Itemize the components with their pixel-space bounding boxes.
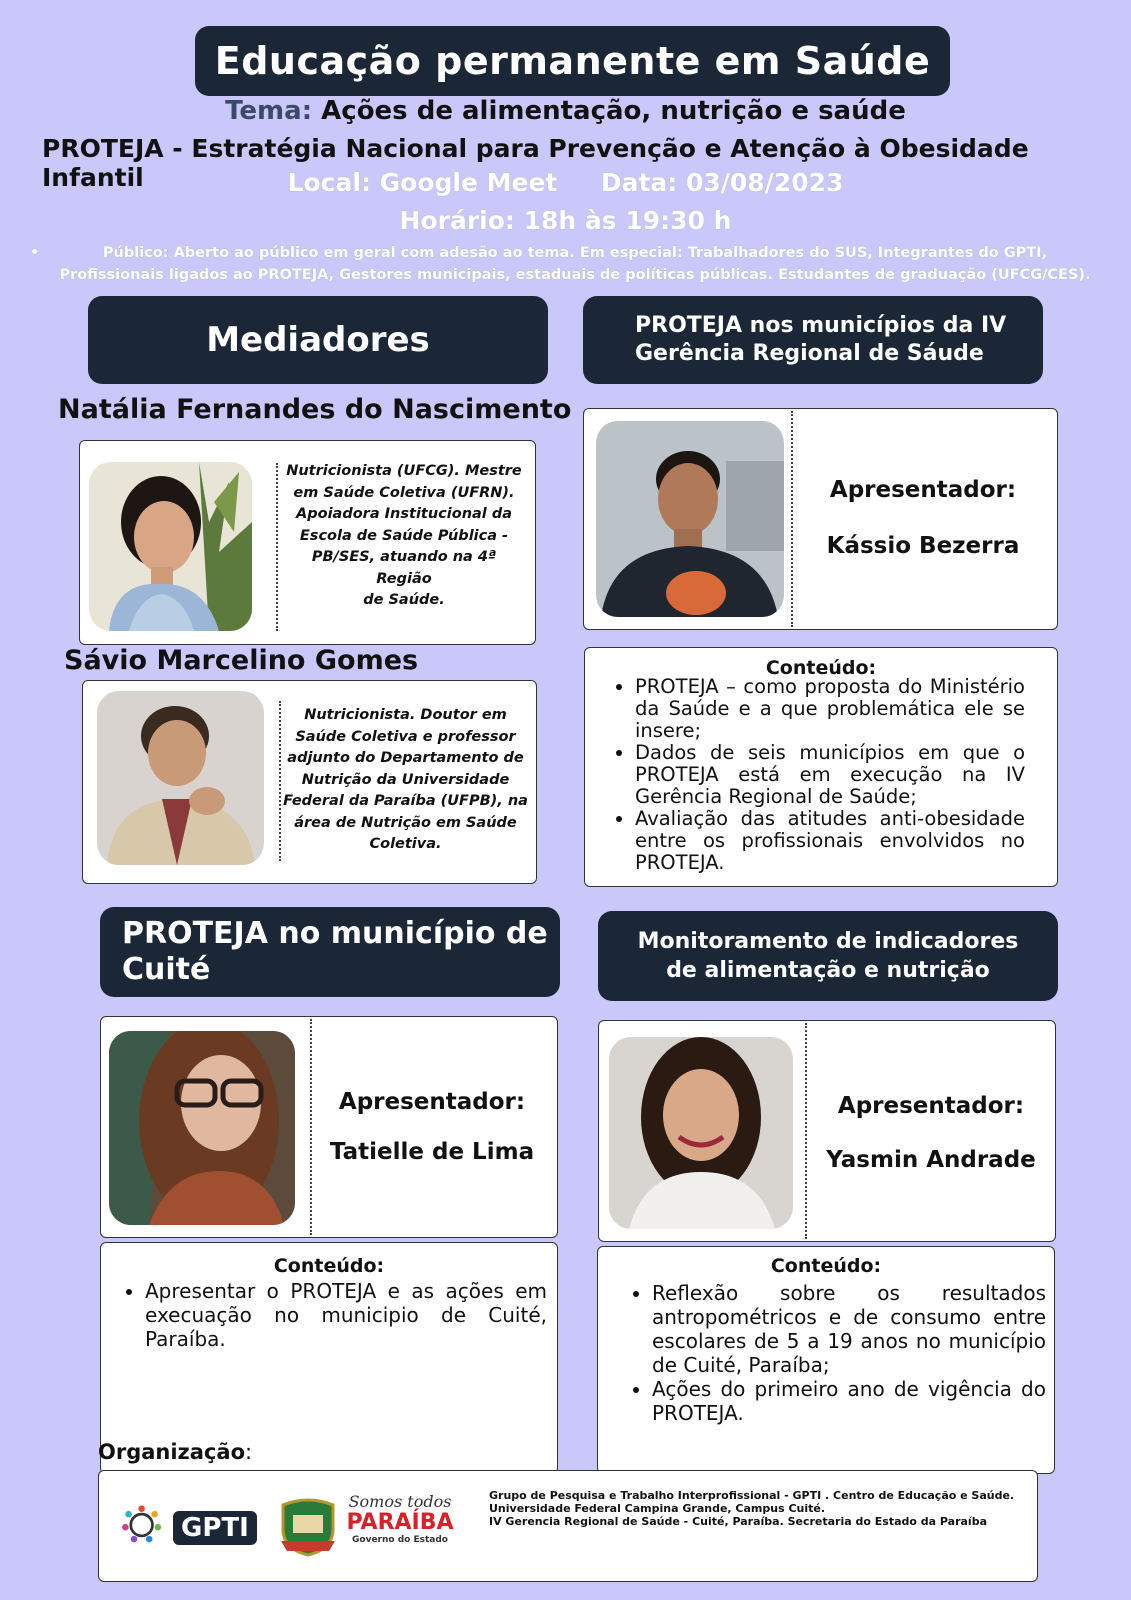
presenter-photo-yasmin [609, 1037, 793, 1229]
date-text: Data: 03/08/2023 [600, 168, 844, 197]
divider-line [805, 1023, 807, 1239]
cuite-presenter-card [100, 1016, 558, 1238]
cuite-heading-line-2: Cuité [122, 952, 211, 987]
paraiba-name-text: PARAÍBA [346, 1510, 454, 1535]
mediator-name-2: Sávio Marcelino Gomes [64, 645, 419, 676]
theme-line [0, 96, 1131, 126]
paraiba-crest-icon [279, 1495, 337, 1557]
mediator-bio-2: Nutricionista. Doutor em Saúde Coletiva e professor adjunto do Departamento de Nutrição da Universidade Federal da Paraíba (UFPB), na área de Nutrição em Saúde Coletiva. [283, 707, 528, 852]
presenter-label: Apresentador: [829, 477, 1017, 503]
content-list [127, 1279, 547, 1351]
paraiba-logo [345, 1493, 455, 1563]
content-item: • Ações do primeiro ano de vigência do PROTEJA. [652, 1377, 1046, 1425]
bullet-icon: • [30, 245, 40, 261]
content-item: • Dados de seis municípios em que o PROTEJA está em execução na IV Gerência Regional de Saúde; [635, 742, 1025, 808]
content-list [634, 1281, 1046, 1425]
regional-content-card [584, 647, 1058, 887]
monitoramento-presenter-card [598, 1020, 1056, 1242]
content-item: • Avaliação das atitudes anti-obesidade entre os profissionais envolvidos no PROTEJA. [635, 808, 1025, 874]
presenter-name: Kássio Bezerra [826, 533, 1020, 559]
time-line: Horário: 18h às 19:30 h [399, 206, 732, 235]
presenter-name: Yasmin Andrade [826, 1147, 1036, 1173]
theme-value: Ações de alimentação, nutrição e saúde [321, 96, 906, 126]
theme-label: Tema: [225, 96, 313, 126]
organization-text: Grupo de Pesquisa e Trabalho Interprofissional - GPTI . Centro de Educação e Saúde. Universidade Federal Campina Grande, Campus Cuité. IV Gerencia Regional de Saúde - Cuité, Paraíba. Secretaria do Estado da Paraíba [489, 1489, 1015, 1528]
content-title: Conteúdo: [765, 657, 877, 679]
paraiba-sub-text: Governo do Estado [352, 1535, 448, 1545]
regional-heading-line-1: PROTEJA nos municípios da IV [635, 313, 1007, 338]
mediator-bio-1: Nutricionista (UFCG). Mestre em Saúde Coletiva (UFRN). Apoiadora Institucional da Escola de Saúde Pública - PB/SES, atuando na 4ª Região de Saúde. [286, 463, 522, 608]
content-title: Conteúdo: [770, 1255, 882, 1277]
content-item: • Apresentar o PROTEJA e as ações em execuação no municipio de Cuité, Paraíba. [145, 1279, 547, 1351]
gpti-logo [121, 1487, 261, 1563]
local-text: Local: Google Meet [287, 168, 558, 197]
mediator-name-1: Natália Fernandes do Nascimento [58, 394, 572, 425]
regional-heading [583, 296, 1043, 384]
audience-text [30, 242, 1110, 286]
presenter-name: Tatielle de Lima [329, 1139, 535, 1165]
regional-heading-line-2: Gerência Regional de Sáude [635, 341, 984, 366]
mediator-card-1 [79, 440, 536, 645]
content-list [617, 676, 1025, 874]
cuite-heading-line-1: PROTEJA no município de [122, 916, 548, 951]
gpti-logo-text: GPTI [173, 1511, 257, 1545]
monitoramento-heading-line-2: de alimentação e nutrição [666, 958, 990, 983]
content-item: • PROTEJA – como proposta do Ministério da Saúde e a que problemática ele se insere; [635, 676, 1025, 742]
divider-line [791, 411, 793, 627]
mediator-photo-2 [97, 691, 264, 865]
local-date-line [0, 168, 1131, 197]
paraiba-script-text: Somos todos [348, 1492, 452, 1511]
presenter-photo-tatielle [109, 1031, 295, 1225]
audience-line-1: Público: Aberto ao público em geral com adesão ao tema. Em especial: Trabalhadores do SUS, Integrantes do GPTI, [102, 245, 1048, 261]
proteja-strategy-line: PROTEJA - Estratégia Nacional para Prevenção e Atenção à Obesidade Infantil [42, 134, 1029, 192]
organization-label: Organização: [98, 1440, 253, 1464]
presenter-label: Apresentador: [837, 1093, 1025, 1119]
mediator-photo-1 [89, 462, 252, 631]
divider-line [276, 463, 278, 631]
monitoramento-heading-line-1: Monitoramento de indicadores [637, 929, 1019, 954]
presenter-photo-kassio [596, 421, 784, 617]
divider-line [310, 1019, 312, 1235]
organization-card [98, 1470, 1038, 1582]
divider-line [279, 701, 281, 861]
content-title: Conteúdo: [273, 1255, 385, 1277]
mediadores-heading: Mediadores [88, 296, 548, 384]
monitoramento-heading [598, 911, 1058, 1001]
presenter-label: Apresentador: [338, 1089, 526, 1115]
cuite-heading [100, 907, 560, 997]
audience-line-2: Profissionais ligados ao PROTEJA, Gestores municipais, estaduais de políticas públicas. Estudantes de graduação (UFCG/CES). [59, 267, 1091, 283]
regional-presenter-card [583, 408, 1058, 630]
monitoramento-content-card [597, 1246, 1055, 1474]
mediator-card-2 [82, 680, 537, 884]
content-item: • Reflexão sobre os resultados antropométricos e de consumo entre escolares de 5 a 19 anos no município de Cuité, Paraíba; [652, 1281, 1046, 1377]
event-title: Educação permanente em Saúde [195, 26, 950, 96]
